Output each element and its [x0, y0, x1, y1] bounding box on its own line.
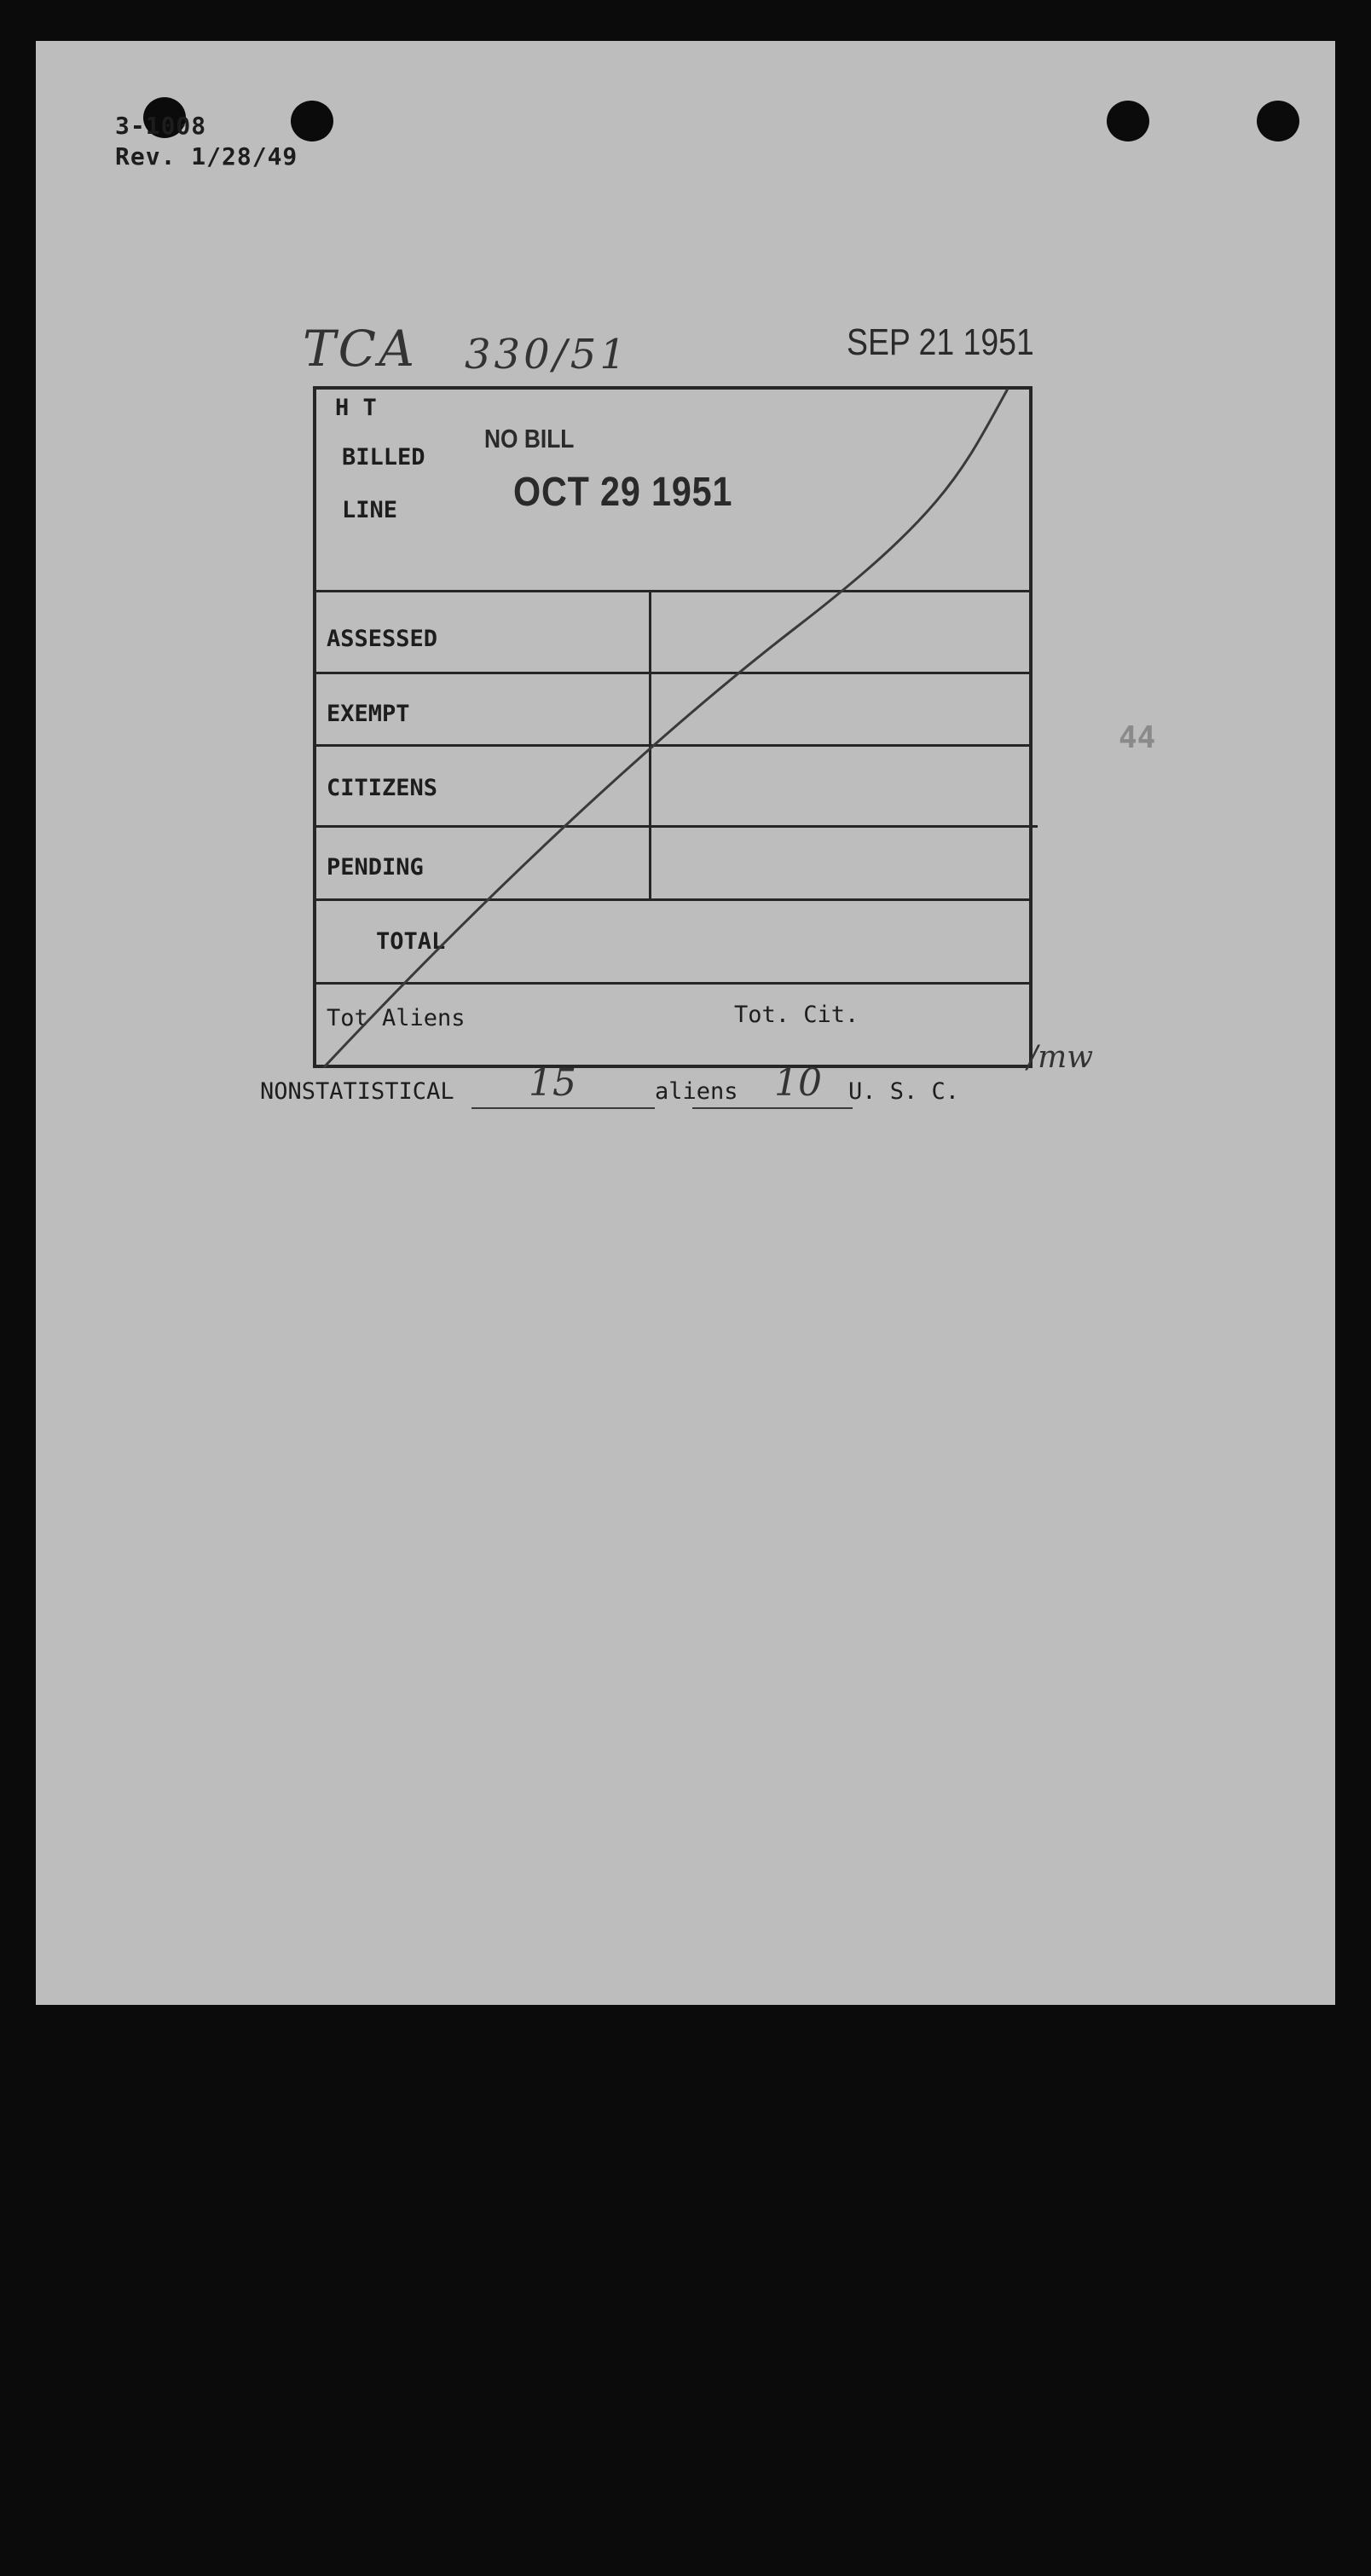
tot-cit-label: Tot. Cit. [734, 1002, 859, 1028]
row-label-billed: BILLED [342, 444, 425, 471]
received-date-stamp: SEP 21 1951 [847, 321, 1034, 363]
billed-date-stamp: OCT 29 1951 [513, 470, 733, 515]
row-label-total: TOTAL [376, 928, 446, 955]
handwritten-reference-left: TCA [303, 320, 417, 378]
usc-label: U. S. C. [848, 1078, 960, 1105]
aliens-label: aliens [655, 1078, 738, 1105]
row-label-line: LINE [342, 497, 398, 523]
page-mark: 44 [1119, 720, 1156, 755]
nonstatistical-label: NONSTATISTICAL [260, 1078, 454, 1105]
citizens-count-line [692, 1107, 853, 1109]
form-revision: Rev. 1/28/49 [115, 142, 298, 170]
aliens-count-line [471, 1107, 655, 1109]
aliens-count-value: 15 [529, 1061, 576, 1105]
row-label-pending: PENDING [327, 854, 424, 881]
row-label-ht: H T [335, 395, 377, 421]
tot-aliens-label: Tot Aliens [327, 1005, 466, 1031]
handwritten-initials: /mw [1027, 1040, 1094, 1075]
form-number: 3-1008 [115, 112, 207, 140]
row-label-citizens: CITIZENS [327, 775, 438, 801]
row-label-assessed: ASSESSED [327, 626, 438, 652]
citizens-count-value: 10 [774, 1061, 822, 1105]
handwritten-reference-right: 330/51 [465, 331, 629, 378]
row-label-exempt: EXEMPT [327, 701, 410, 727]
no-bill-stamp: NO BILL [484, 424, 575, 453]
